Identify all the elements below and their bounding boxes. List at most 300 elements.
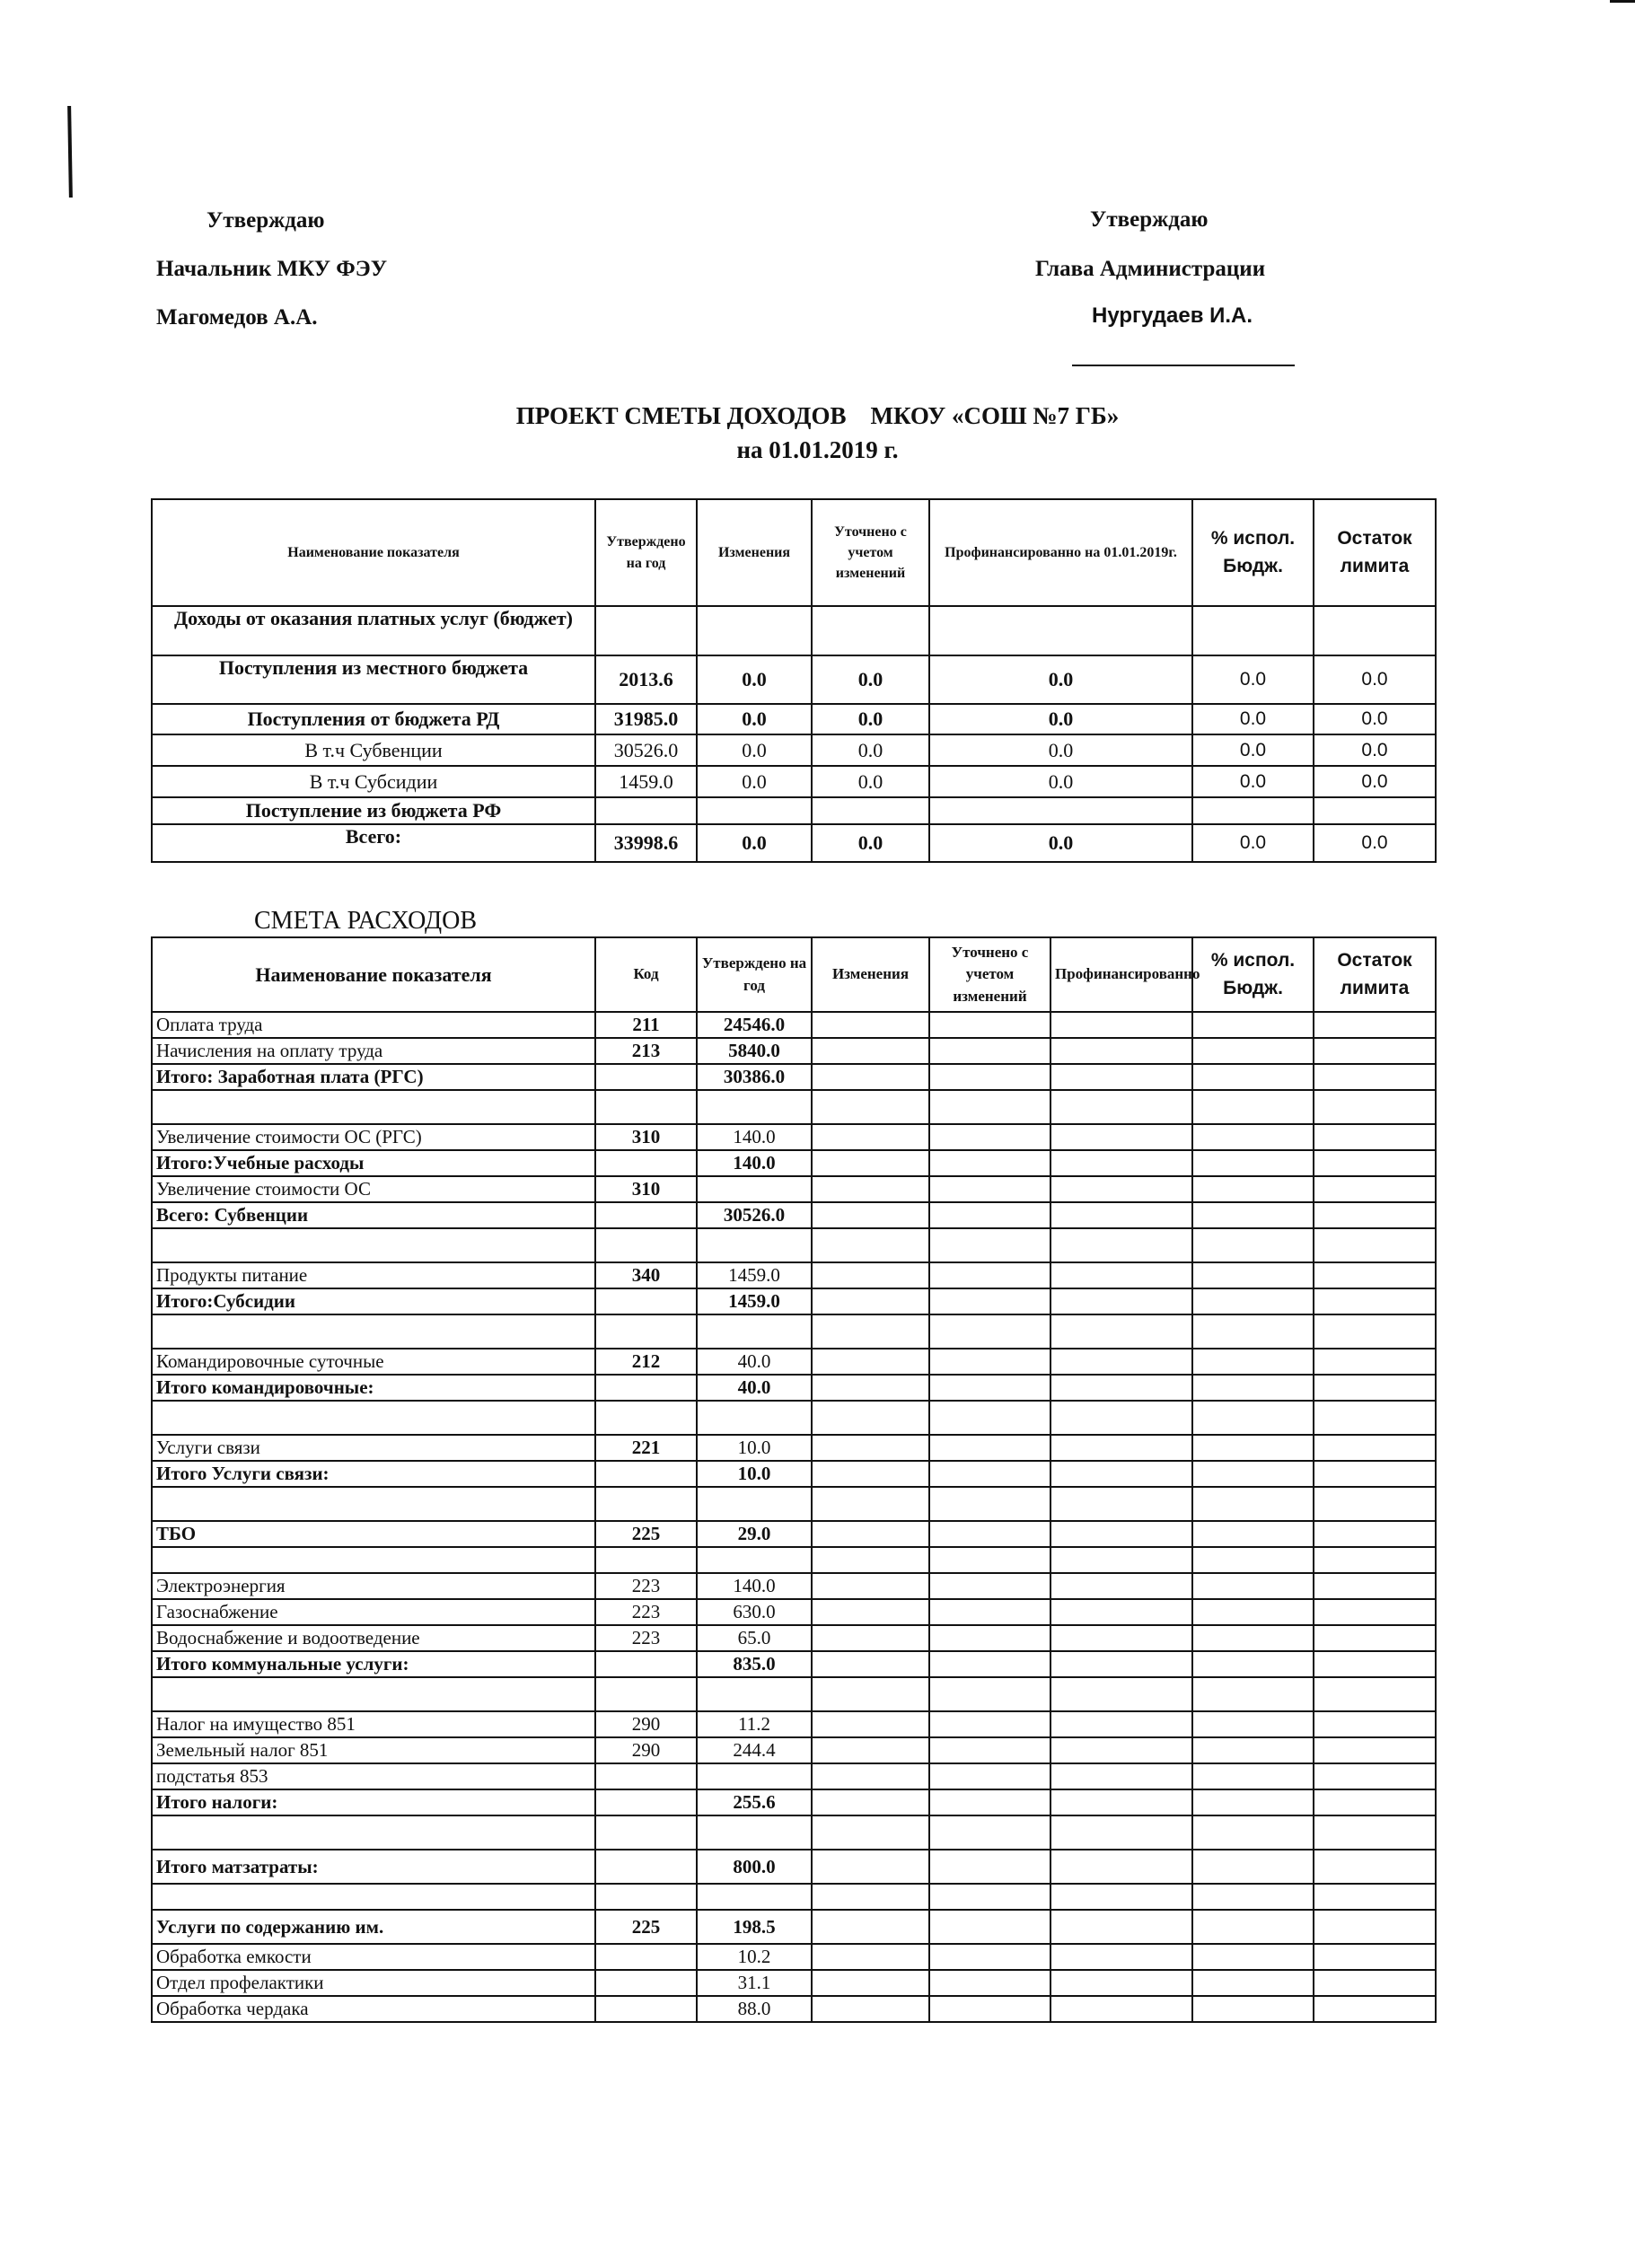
income-row: Поступления от бюджета РД 31985.0 0.0 0.0 0.0 0.0 0.0: [152, 704, 1436, 734]
expense-row-name: Оплата труда: [152, 1012, 595, 1038]
expense-row-code: 290: [595, 1711, 697, 1737]
expense-row-code: [595, 1314, 697, 1349]
expense-row-approved: 630.0: [697, 1599, 812, 1625]
income-row-name: В т.ч Субсидии: [152, 766, 595, 797]
document-title: ПРОЕКТ СМЕТЫ ДОХОДОВ МКОУ «СОШ №7 ГБ»: [515, 402, 1120, 429]
expense-row-changes: [812, 1090, 929, 1124]
income-row-name: Поступления от бюджета РД: [152, 704, 595, 734]
expense-header-code: Код: [595, 937, 697, 1012]
expense-row-approved: [697, 1677, 812, 1711]
expense-row-refined: [929, 1970, 1050, 1996]
expense-row-remainder: [1314, 1314, 1436, 1349]
expense-row-financed: [1050, 1850, 1192, 1884]
expense-row-pct: [1192, 1944, 1314, 1970]
expense-row-approved: [697, 1487, 812, 1521]
expense-row-code: 225: [595, 1521, 697, 1547]
expense-row: [152, 1850, 1436, 1884]
expense-row-financed: [1050, 1401, 1192, 1435]
expense-row: [152, 1970, 1436, 1996]
expense-row-changes: [812, 1461, 929, 1487]
expense-row-approved: 10.0: [697, 1435, 812, 1461]
expense-row-code: 221: [595, 1435, 697, 1461]
expense-row-approved: 11.2: [697, 1711, 812, 1737]
expense-row-approved: 30386.0: [697, 1064, 812, 1090]
expense-row-code: [595, 1150, 697, 1176]
expense-row-pct: [1192, 1625, 1314, 1651]
expense-row-code: [595, 1815, 697, 1850]
expense-row-changes: [812, 1314, 929, 1349]
expense-row-code: [595, 1487, 697, 1521]
expense-row-code: 310: [595, 1124, 697, 1150]
expense-row-changes: [812, 1910, 929, 1944]
expense-row-spacer: [152, 1228, 1436, 1262]
expense-row-changes: [812, 1262, 929, 1288]
expense-row-remainder: [1314, 1970, 1436, 1996]
expense-row-name: Итого командировочные:: [152, 1375, 595, 1401]
expense-row-changes: [812, 1573, 929, 1599]
expense-row-name: [152, 1677, 595, 1711]
expense-row-name: Командировочные суточные: [152, 1349, 595, 1375]
expense-row-approved: 244.4: [697, 1737, 812, 1763]
scan-corner-mark: [1610, 0, 1635, 3]
expense-row-financed: [1050, 1599, 1192, 1625]
expense-section-title: СМЕТА РАСХОДОВ: [254, 907, 477, 935]
expense-row: [152, 1176, 1436, 1202]
expense-row-name: Отдел профелактики: [152, 1970, 595, 1996]
expense-row-refined: [929, 1090, 1050, 1124]
expense-row-financed: [1050, 1763, 1192, 1789]
expense-row-name: Всего: Субвенции: [152, 1202, 595, 1228]
expense-row-changes: [812, 1228, 929, 1262]
expense-row-approved: 198.5: [697, 1910, 812, 1944]
income-header-financed: Профинансированно на 01.01.2019г.: [929, 499, 1192, 606]
expense-row-financed: [1050, 1461, 1192, 1487]
expense-row-financed: [1050, 1789, 1192, 1815]
expense-row-code: [595, 1202, 697, 1228]
expense-row-changes: [812, 1176, 929, 1202]
expense-row-changes: [812, 1789, 929, 1815]
expense-row-pct: [1192, 1262, 1314, 1288]
expense-row-approved: 140.0: [697, 1150, 812, 1176]
expense-row: [152, 1375, 1436, 1401]
expense-row-remainder: [1314, 1884, 1436, 1910]
income-header-changes: Изменения: [697, 499, 812, 606]
expense-row-pct: [1192, 1176, 1314, 1202]
expense-row-refined: [929, 1064, 1050, 1090]
expense-row-approved: 1459.0: [697, 1288, 812, 1314]
expense-row-financed: [1050, 1573, 1192, 1599]
expense-header-remainder: Остаток лимита: [1314, 937, 1436, 1012]
expense-row-changes: [812, 1711, 929, 1737]
expense-row-changes: [812, 1375, 929, 1401]
expense-row-name: Итого:Учебные расходы: [152, 1150, 595, 1176]
expense-row-financed: [1050, 1944, 1192, 1970]
expense-row-refined: [929, 1012, 1050, 1038]
expense-row-spacer: [152, 1090, 1436, 1124]
expense-row-financed: [1050, 1996, 1192, 2022]
expense-row-refined: [929, 1789, 1050, 1815]
expense-row-pct: [1192, 1124, 1314, 1150]
expense-row-name: Земельный налог 851: [152, 1737, 595, 1763]
expense-row-pct: [1192, 1970, 1314, 1996]
expense-row-spacer: [152, 1547, 1436, 1573]
expense-row-name: Обработка емкости: [152, 1944, 595, 1970]
scan-margin-mark: [67, 106, 73, 198]
expense-row-pct: [1192, 1202, 1314, 1228]
expense-row-changes: [812, 1599, 929, 1625]
expense-row: [152, 1573, 1436, 1599]
expense-row-name: [152, 1228, 595, 1262]
expense-row-pct: [1192, 1487, 1314, 1521]
expense-row-approved: 30526.0: [697, 1202, 812, 1228]
expense-row-name: Итого коммунальные услуги:: [152, 1651, 595, 1677]
expense-row-remainder: [1314, 1996, 1436, 2022]
expense-header-approved: Утверждено на год: [697, 937, 812, 1012]
expense-row-name: [152, 1884, 595, 1910]
expense-row-code: [595, 1996, 697, 2022]
expense-row: [152, 1521, 1436, 1547]
expense-row-approved: [697, 1314, 812, 1349]
expense-row-refined: [929, 1124, 1050, 1150]
expense-row-remainder: [1314, 1288, 1436, 1314]
expense-row-name: Начисления на оплату труда: [152, 1038, 595, 1064]
expense-row-changes: [812, 1884, 929, 1910]
expense-row-remainder: [1314, 1090, 1436, 1124]
income-row-name: Поступления из местного бюджета: [152, 655, 595, 704]
expense-row: [152, 1944, 1436, 1970]
expense-row-changes: [812, 1038, 929, 1064]
expense-row-changes: [812, 1064, 929, 1090]
expense-row-refined: [929, 1401, 1050, 1435]
expense-row-pct: [1192, 1711, 1314, 1737]
expense-row-name: Продукты питание: [152, 1262, 595, 1288]
expense-row-spacer: [152, 1677, 1436, 1711]
expense-row-financed: [1050, 1124, 1192, 1150]
expense-row-changes: [812, 1012, 929, 1038]
expense-row-code: [595, 1884, 697, 1910]
expense-row-pct: [1192, 1547, 1314, 1573]
expense-row-refined: [929, 1487, 1050, 1521]
expense-row-financed: [1050, 1884, 1192, 1910]
expense-row-approved: 24546.0: [697, 1012, 812, 1038]
expense-row-pct: [1192, 1064, 1314, 1090]
expense-row: [152, 1038, 1436, 1064]
expense-row-code: [595, 1064, 697, 1090]
expense-table-body: [152, 1012, 1436, 2022]
expense-row-refined: [929, 1461, 1050, 1487]
expense-row-remainder: [1314, 1910, 1436, 1944]
expense-row-refined: [929, 1202, 1050, 1228]
expense-row-code: [595, 1850, 697, 1884]
expense-row-pct: [1192, 1090, 1314, 1124]
expense-row-name: [152, 1090, 595, 1124]
expense-row: [152, 1461, 1436, 1487]
expense-row-name: Услуги по содержанию им.: [152, 1910, 595, 1944]
expense-row-pct: [1192, 1435, 1314, 1461]
expense-row-code: [595, 1763, 697, 1789]
expense-row-remainder: [1314, 1435, 1436, 1461]
expense-row-financed: [1050, 1521, 1192, 1547]
expense-row-remainder: [1314, 1677, 1436, 1711]
expense-row-approved: [697, 1228, 812, 1262]
expense-row-remainder: [1314, 1711, 1436, 1737]
expense-row-changes: [812, 1763, 929, 1789]
expense-row-code: 211: [595, 1012, 697, 1038]
income-header-row: [152, 499, 1436, 606]
approval-right-position: Глава Администрации: [1035, 257, 1266, 281]
expense-row-remainder: [1314, 1573, 1436, 1599]
expense-row-financed: [1050, 1651, 1192, 1677]
expense-row-approved: 1459.0: [697, 1262, 812, 1288]
expense-row-approved: 800.0: [697, 1850, 812, 1884]
expense-row-remainder: [1314, 1599, 1436, 1625]
expense-row-name: Водоснабжение и водоотведение: [152, 1625, 595, 1651]
income-header-name: Наименование показателя: [152, 499, 595, 606]
income-row-name: Всего:: [152, 824, 595, 862]
expense-row: [152, 1150, 1436, 1176]
expense-row-remainder: [1314, 1625, 1436, 1651]
expense-row-pct: [1192, 1996, 1314, 2022]
expense-row-refined: [929, 1625, 1050, 1651]
expense-row: [152, 1202, 1436, 1228]
expense-row-remainder: [1314, 1228, 1436, 1262]
expense-row-approved: 140.0: [697, 1124, 812, 1150]
expense-header-name: Наименование показателя: [152, 937, 595, 1012]
expense-row-remainder: [1314, 1375, 1436, 1401]
expense-row-pct: [1192, 1150, 1314, 1176]
expense-row-remainder: [1314, 1176, 1436, 1202]
expense-row-remainder: [1314, 1789, 1436, 1815]
expense-row: [152, 1435, 1436, 1461]
expense-row-financed: [1050, 1970, 1192, 1996]
expense-row-remainder: [1314, 1038, 1436, 1064]
expense-row-refined: [929, 1288, 1050, 1314]
expense-row-approved: 31.1: [697, 1970, 812, 1996]
expense-row-name: ТБО: [152, 1521, 595, 1547]
expense-row-name: Электроэнергия: [152, 1573, 595, 1599]
expense-row: [152, 1349, 1436, 1375]
expense-row-code: 223: [595, 1599, 697, 1625]
expense-row-changes: [812, 1970, 929, 1996]
expense-row-pct: [1192, 1314, 1314, 1349]
expense-row-remainder: [1314, 1150, 1436, 1176]
expense-row-pct: [1192, 1737, 1314, 1763]
expense-row-financed: [1050, 1038, 1192, 1064]
approval-left-name: Магомедов А.А.: [156, 305, 318, 330]
expense-row: [152, 1262, 1436, 1288]
expense-row-name: Увеличение стоимости ОС: [152, 1176, 595, 1202]
income-row-name: Поступление из бюджета РФ: [152, 797, 595, 824]
expense-row-approved: 10.2: [697, 1944, 812, 1970]
expense-header-row: [152, 937, 1436, 1012]
expense-row-refined: [929, 1314, 1050, 1349]
expense-row-code: [595, 1677, 697, 1711]
expense-header-financed: Профинансированно: [1050, 937, 1192, 1012]
expense-row-changes: [812, 1850, 929, 1884]
approval-right-label: Утверждаю: [1090, 207, 1209, 232]
expense-row-financed: [1050, 1910, 1192, 1944]
expense-row-code: 310: [595, 1176, 697, 1202]
expense-row-name: [152, 1401, 595, 1435]
expense-row-remainder: [1314, 1487, 1436, 1521]
expense-row-code: 223: [595, 1625, 697, 1651]
expense-row-pct: [1192, 1521, 1314, 1547]
expense-row-changes: [812, 1547, 929, 1573]
income-header-pct: % испол. Бюдж.: [1192, 499, 1314, 606]
expense-row-refined: [929, 1910, 1050, 1944]
expense-row-pct: [1192, 1038, 1314, 1064]
expense-row-refined: [929, 1262, 1050, 1288]
expense-row: [152, 1288, 1436, 1314]
expense-row-remainder: [1314, 1763, 1436, 1789]
expense-row-approved: [697, 1547, 812, 1573]
expense-row-changes: [812, 1677, 929, 1711]
expense-row-approved: 29.0: [697, 1521, 812, 1547]
expense-row-refined: [929, 1996, 1050, 2022]
expense-row-code: [595, 1970, 697, 1996]
expense-row-approved: [697, 1176, 812, 1202]
expense-row-code: [595, 1944, 697, 1970]
expense-row: [152, 1763, 1436, 1789]
expense-row: [152, 1996, 1436, 2022]
expense-row-code: [595, 1375, 697, 1401]
expense-row-approved: [697, 1815, 812, 1850]
expense-row-pct: [1192, 1599, 1314, 1625]
expense-row-financed: [1050, 1737, 1192, 1763]
expense-row-refined: [929, 1349, 1050, 1375]
expense-row-name: Увеличение стоимости ОС (РГС): [152, 1124, 595, 1150]
expense-row-pct: [1192, 1651, 1314, 1677]
signature-line: [1072, 365, 1295, 366]
expense-row-code: [595, 1090, 697, 1124]
expense-row-financed: [1050, 1262, 1192, 1288]
expense-row-changes: [812, 1124, 929, 1150]
expense-row-pct: [1192, 1401, 1314, 1435]
expense-row-name: подстатья 853: [152, 1763, 595, 1789]
document-date: на 01.01.2019 г.: [736, 436, 899, 463]
expense-row-refined: [929, 1176, 1050, 1202]
expense-row-changes: [812, 1651, 929, 1677]
expense-row-financed: [1050, 1150, 1192, 1176]
expense-row-remainder: [1314, 1547, 1436, 1573]
expense-row: [152, 1789, 1436, 1815]
expense-row-code: 225: [595, 1910, 697, 1944]
expense-row-approved: 10.0: [697, 1461, 812, 1487]
expense-row: [152, 1124, 1436, 1150]
expense-row-changes: [812, 1288, 929, 1314]
income-table: [151, 498, 1437, 863]
expense-row-code: [595, 1651, 697, 1677]
approval-right-name: Нургудаев И.А.: [1092, 303, 1253, 328]
expense-row-approved: [697, 1884, 812, 1910]
expense-row: [152, 1711, 1436, 1737]
expense-row-approved: [697, 1401, 812, 1435]
expense-row: [152, 1910, 1436, 1944]
expense-row-name: [152, 1815, 595, 1850]
expense-row-financed: [1050, 1547, 1192, 1573]
expense-row-name: Обработка чердака: [152, 1996, 595, 2022]
expense-row-changes: [812, 1202, 929, 1228]
expense-row-spacer: [152, 1314, 1436, 1349]
expense-row: [152, 1012, 1436, 1038]
expense-row-financed: [1050, 1711, 1192, 1737]
income-header-approved: Утверждено на год: [595, 499, 697, 606]
expense-row-name: Газоснабжение: [152, 1599, 595, 1625]
expense-header-changes: Изменения: [812, 937, 929, 1012]
expense-row-pct: [1192, 1288, 1314, 1314]
income-row-total: Всего: 33998.6 0.0 0.0 0.0 0.0 0.0: [152, 824, 1436, 862]
expense-row-pct: [1192, 1763, 1314, 1789]
expense-row-approved: 835.0: [697, 1651, 812, 1677]
expense-row-pct: [1192, 1815, 1314, 1850]
expense-row: [152, 1737, 1436, 1763]
expense-row-changes: [812, 1815, 929, 1850]
expense-row-code: 340: [595, 1262, 697, 1288]
income-header-refined: Уточнено с учетом изменений: [812, 499, 929, 606]
expense-row-approved: 140.0: [697, 1573, 812, 1599]
expense-row-approved: 40.0: [697, 1349, 812, 1375]
expense-row-approved: 40.0: [697, 1375, 812, 1401]
expense-row-refined: [929, 1038, 1050, 1064]
expense-row-approved: [697, 1763, 812, 1789]
expense-row-refined: [929, 1850, 1050, 1884]
income-row: [152, 797, 1436, 824]
expense-row-changes: [812, 1487, 929, 1521]
expense-row-changes: [812, 1625, 929, 1651]
expense-row-financed: [1050, 1202, 1192, 1228]
expense-row-changes: [812, 1944, 929, 1970]
expense-row-pct: [1192, 1573, 1314, 1599]
expense-row: [152, 1599, 1436, 1625]
expense-row-changes: [812, 1349, 929, 1375]
expense-row: [152, 1625, 1436, 1651]
expense-row-financed: [1050, 1064, 1192, 1090]
expense-row-remainder: [1314, 1815, 1436, 1850]
expense-row: [152, 1651, 1436, 1677]
expense-row-financed: [1050, 1435, 1192, 1461]
expense-row-financed: [1050, 1288, 1192, 1314]
expense-row-pct: [1192, 1789, 1314, 1815]
income-row: В т.ч Субсидии 1459.0 0.0 0.0 0.0 0.0 0.0: [152, 766, 1436, 797]
expense-header-refined: Уточнено с учетом изменений: [929, 937, 1050, 1012]
expense-header-pct: % испол. Бюдж.: [1192, 937, 1314, 1012]
expense-row-pct: [1192, 1228, 1314, 1262]
expense-row-remainder: [1314, 1202, 1436, 1228]
expense-row-changes: [812, 1996, 929, 2022]
expense-row-pct: [1192, 1677, 1314, 1711]
expense-row-refined: [929, 1573, 1050, 1599]
expense-row-approved: 5840.0: [697, 1038, 812, 1064]
expense-row-refined: [929, 1884, 1050, 1910]
expense-row-approved: 65.0: [697, 1625, 812, 1651]
expense-row-approved: 255.6: [697, 1789, 812, 1815]
income-row-name: Доходы от оказания платных услуг (бюджет): [152, 606, 595, 655]
expense-row-remainder: [1314, 1944, 1436, 1970]
expense-row-changes: [812, 1435, 929, 1461]
expense-row-financed: [1050, 1349, 1192, 1375]
expense-row-remainder: [1314, 1124, 1436, 1150]
expense-row-financed: [1050, 1314, 1192, 1349]
expense-row-remainder: [1314, 1521, 1436, 1547]
expense-row-financed: [1050, 1677, 1192, 1711]
expense-row-spacer: [152, 1815, 1436, 1850]
expense-row-spacer: [152, 1401, 1436, 1435]
expense-row-name: [152, 1547, 595, 1573]
expense-row-code: [595, 1461, 697, 1487]
expense-row-pct: [1192, 1910, 1314, 1944]
expense-row-financed: [1050, 1815, 1192, 1850]
expense-row-code: 223: [595, 1573, 697, 1599]
